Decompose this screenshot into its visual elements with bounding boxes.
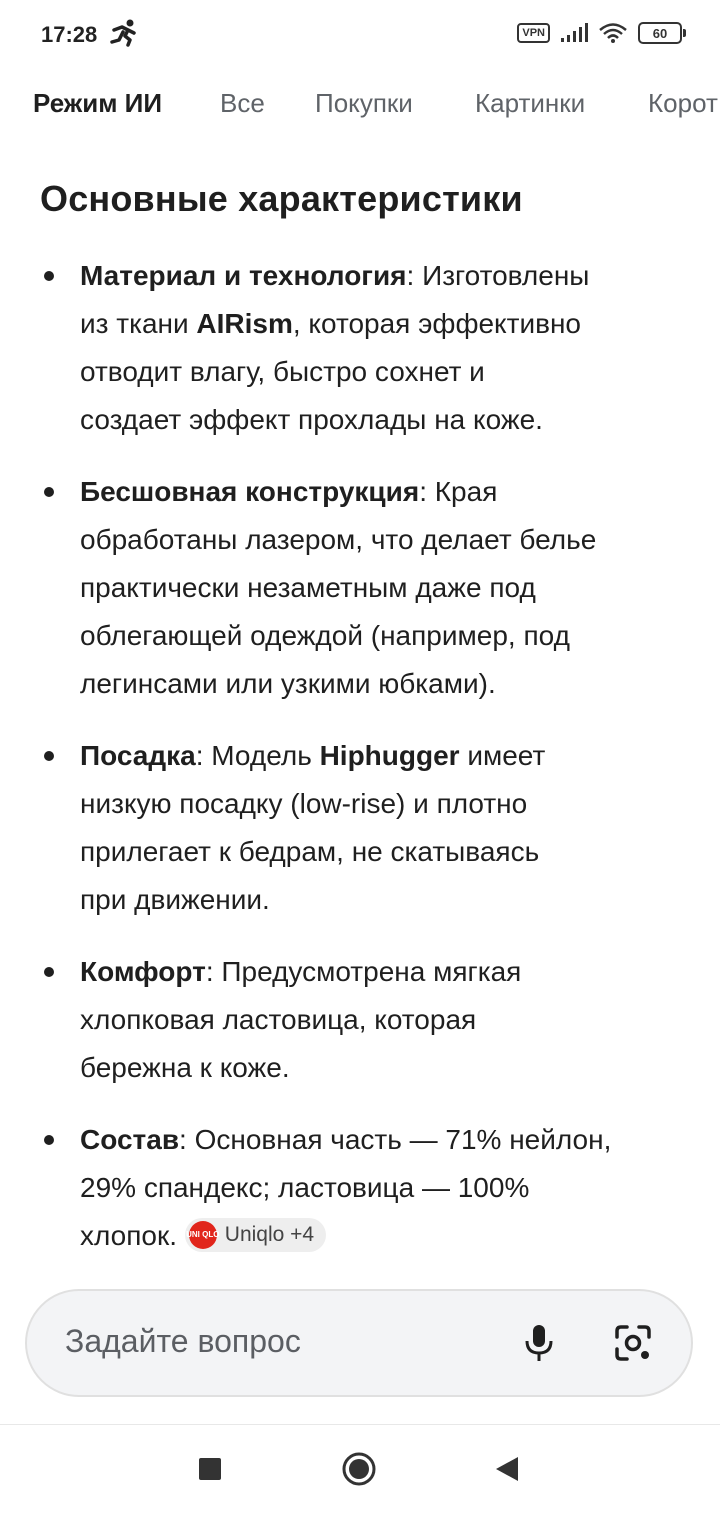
text-segment: : Края (419, 476, 498, 507)
bullet-line (80, 1164, 690, 1212)
bullet-line (80, 348, 690, 396)
wifi-icon (598, 22, 628, 44)
text-segment: создает эффект прохлады на коже. (80, 404, 543, 435)
bullet-line (80, 516, 690, 564)
source-chip-label: Uniqlo +4 (224, 1222, 315, 1246)
tab-ai-mode[interactable]: Режим ИИ (33, 88, 163, 118)
text-segment: , которая эффективно (292, 308, 581, 339)
bullet-line (80, 876, 690, 924)
tab-shopping[interactable]: Покупки (315, 88, 413, 118)
bullet-line (80, 1116, 690, 1164)
list-item (0, 1116, 720, 1260)
bold-term: Комфорт (80, 956, 206, 987)
status-indicators (517, 22, 682, 44)
bullet-text (80, 468, 690, 708)
bullet-text (80, 1116, 690, 1260)
bullet-line (80, 660, 690, 708)
ask-input[interactable]: Задайте вопрос (65, 1323, 301, 1359)
bullet-dot (44, 1135, 54, 1145)
bullet-text (80, 948, 690, 1092)
text-segment: легинсами или узкими юбками). (80, 668, 496, 699)
text-segment: отводит влагу, быстро сохнет и (80, 356, 485, 387)
system-nav-bar (0, 1425, 720, 1520)
text-segment: : Предусмотрена мягкая (205, 956, 522, 987)
list-item (0, 732, 720, 924)
text-segment: практически незаметным даже под (80, 572, 536, 603)
tab-all[interactable]: Все (220, 88, 265, 118)
text-segment: 29% спандекс; ластовица — 100% (80, 1172, 530, 1203)
source-chip[interactable] (185, 1218, 326, 1252)
circle-home-icon[interactable] (339, 1449, 379, 1489)
text-segment: : Модель (195, 740, 320, 771)
text-segment: : Основная часть — 71% нейлон, (179, 1124, 612, 1155)
microphone-icon[interactable] (517, 1321, 561, 1365)
bullet-dot (44, 751, 54, 761)
camera-lens-icon[interactable] (611, 1321, 655, 1365)
bullet-line (80, 948, 690, 996)
square-recents-icon[interactable] (190, 1449, 230, 1489)
running-person-icon (108, 18, 138, 48)
bullet-line (80, 300, 690, 348)
bold-term: Бесшовная конструкция (80, 476, 420, 507)
bullet-line (80, 612, 690, 660)
text-segment: при движении. (80, 884, 270, 915)
signal-icon (560, 23, 588, 43)
bullet-text (80, 732, 690, 924)
tab-shorts[interactable]: Корот (648, 88, 718, 118)
text-segment: бережна к коже. (80, 1052, 290, 1083)
bullet-line (80, 828, 690, 876)
tab-images[interactable]: Картинки (475, 88, 586, 118)
bullet-line (80, 564, 690, 612)
text-segment: низкую посадку (low-rise) и плотно (80, 788, 528, 819)
triangle-back-icon[interactable] (488, 1449, 528, 1489)
bold-term: Материал и технология (80, 260, 407, 291)
status-bar (0, 0, 720, 70)
bullet-line (80, 1044, 690, 1092)
status-time: 17:28 (41, 22, 98, 47)
section-title: Основные характеристики (40, 178, 523, 219)
text-segment: облегающей одеждой (например, под (80, 620, 570, 651)
bullet-dot (44, 967, 54, 977)
search-tabs (0, 78, 720, 128)
list-item (0, 468, 720, 708)
bullet-line (80, 996, 690, 1044)
text-segment: из ткани (80, 308, 197, 339)
bullet-line (80, 396, 690, 444)
ask-bar[interactable] (25, 1289, 693, 1397)
vpn-badge: VPN (517, 23, 550, 43)
battery-indicator: 60 (638, 22, 682, 44)
text-segment: : Изготовлены (406, 260, 590, 291)
bullet-text (80, 252, 690, 444)
bullet-dot (44, 271, 54, 281)
bold-term: Состав (80, 1124, 180, 1155)
bullet-line (80, 732, 690, 780)
list-item (0, 252, 720, 444)
text-segment: хлопок. (80, 1220, 185, 1251)
bullet-line (80, 468, 690, 516)
bullet-line (80, 1212, 690, 1260)
text-segment: обработаны лазером, что делает белье (80, 524, 597, 555)
bullet-line (80, 252, 690, 300)
uniqlo-logo-icon: UNI QLO (189, 1221, 217, 1249)
list-item (0, 948, 720, 1092)
bold-term: AIRism (196, 308, 293, 339)
text-segment: прилегает к бедрам, не скатываясь (80, 836, 540, 867)
bold-term: Hiphugger (319, 740, 460, 771)
text-segment: хлопковая ластовица, которая (80, 1004, 477, 1035)
bullet-dot (44, 487, 54, 497)
bold-term: Посадка (80, 740, 196, 771)
text-segment: имеет (459, 740, 546, 771)
bullet-line (80, 780, 690, 828)
